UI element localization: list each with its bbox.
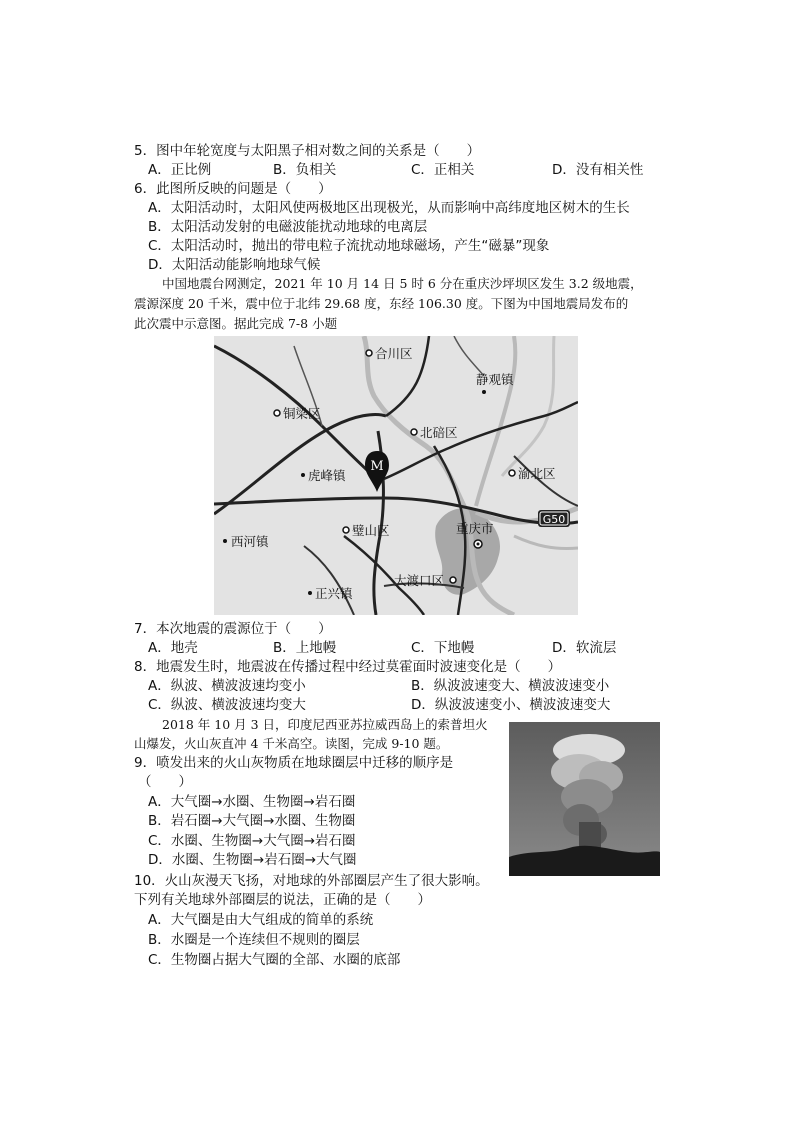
yubei-dot — [509, 470, 515, 476]
q9-stem-paren: （ ） — [138, 774, 192, 790]
q6-option-c: C．太阳活动时，抛出的带电粒子流扰动地球磁场，产生“磁暴”现象 — [148, 238, 550, 254]
passage2-line1: 2018 年 10 月 3 日，印度尼西亚苏拉威西岛上的索普坦火 — [162, 717, 488, 732]
xihe-dot — [223, 539, 227, 543]
highway-label: G50 — [542, 513, 566, 526]
q10-stem: 10．火山灰漫天飞扬，对地球的外部圈层产生了很大影响。 — [134, 873, 489, 889]
q7-option-b: B．上地幔 — [273, 640, 337, 656]
q8-option-d: D．纵波波速变小、横波波速变大 — [411, 697, 611, 713]
passage1-line1: 中国地震台网测定，2021 年 10 月 14 日 5 时 6 分在重庆沙坪坝区发生 3.2 级地震， — [162, 276, 643, 291]
label-dadukou: 大渡口区 — [394, 573, 445, 588]
q10-option-c: C．生物圈占据大气圈的全部、水圈的底部 — [148, 952, 401, 968]
q7-stem: 7．本次地震的震源位于（ ） — [134, 621, 332, 637]
tongliang-dot — [274, 410, 280, 416]
q8-option-c: C．纵波、横波波速均变大 — [148, 697, 306, 713]
q6-stem: 6．此图所反映的问题是（ ） — [134, 181, 332, 197]
q5-option-b: B．负相关 — [273, 162, 337, 178]
volcano-eruption-photo — [509, 722, 660, 876]
q9-stem: 9．喷发出来的火山灰物质在地球圈层中迁移的顺序是 — [134, 755, 454, 771]
q10-stem-line2: 下列有关地球外部圈层的说法，正确的是（ ） — [134, 892, 431, 908]
label-zhengxing: 正兴镇 — [315, 586, 353, 601]
bishan-dot — [343, 527, 349, 533]
label-chongqing: 重庆市 — [456, 521, 494, 536]
highway-shield-icon — [538, 510, 570, 527]
jingguan-dot — [482, 390, 486, 394]
q9-option-b: B．岩石圈→大气圈→水圈、生物圈 — [148, 813, 356, 829]
q6-option-b: B．太阳活动发射的电磁波能扰动地球的电离层 — [148, 219, 428, 235]
q5-option-a: A．正比例 — [148, 162, 212, 178]
label-hufeng: 虎峰镇 — [308, 468, 346, 483]
q8-option-b: B．纵波波速变大、横波波速变小 — [411, 678, 610, 694]
q8-stem: 8．地震发生时，地震波在传播过程中经过莫霍面时波速变化是（ ） — [134, 659, 562, 675]
q9-option-c: C．水圈、生物圈→大气圈→岩石圈 — [148, 833, 356, 849]
hufeng-dot — [301, 473, 305, 477]
label-jingguan: 静观镇 — [476, 372, 514, 387]
beibei-dot — [411, 429, 417, 435]
q5-option-d: D．没有相关性 — [552, 162, 644, 178]
q10-option-a: A．大气圈是由大气组成的简单的系统 — [148, 912, 374, 928]
q6-option-d: D．太阳活动能影响地球气候 — [148, 257, 321, 273]
dadukou-dot — [450, 577, 456, 583]
passage2-line2: 山爆发，火山灰直冲 4 千米高空。读图，完成 9-10 题。 — [134, 736, 449, 751]
q8-option-a: A．纵波、横波波速均变小 — [148, 678, 306, 694]
label-tongliang: 铜梁区 — [283, 406, 321, 421]
zhengxing-dot — [308, 591, 312, 595]
passage1-line3: 此次震中示意图。据此完成 7-8 小题 — [134, 316, 338, 331]
q9-option-a: A．大气圈→水圈、生物圈→岩石圈 — [148, 794, 356, 810]
hechuan-dot — [366, 350, 372, 356]
label-yubei: 渝北区 — [518, 466, 556, 481]
label-hechuan: 合川区 — [375, 346, 413, 361]
q9-option-d: D．水圈、生物圈→岩石圈→大气圈 — [148, 852, 357, 868]
q10-option-b: B．水圈是一个连续但不规则的圈层 — [148, 932, 360, 948]
q5-option-c: C．正相关 — [411, 162, 475, 178]
q7-option-d: D．软流层 — [552, 640, 617, 656]
epicenter-map — [214, 336, 578, 615]
marker-label: M — [370, 459, 384, 474]
label-bishan: 璧山区 — [352, 523, 390, 538]
q7-option-c: C．下地幔 — [411, 640, 475, 656]
q6-option-a: A．太阳活动时，太阳风使两极地区出现极光，从而影响中高纬度地区树木的生长 — [148, 200, 630, 216]
label-beibei: 北碚区 — [420, 425, 458, 440]
passage1-line2: 震源深度 20 千米，震中位于北纬 29.68 度，东经 106.30 度。下图为中国地震局发布的 — [134, 296, 629, 311]
q5-stem: 5．图中年轮宽度与太阳黑子相对数之间的关系是（ ） — [134, 143, 481, 159]
label-xihe: 西河镇 — [231, 534, 269, 549]
q7-option-a: A．地壳 — [148, 640, 198, 656]
